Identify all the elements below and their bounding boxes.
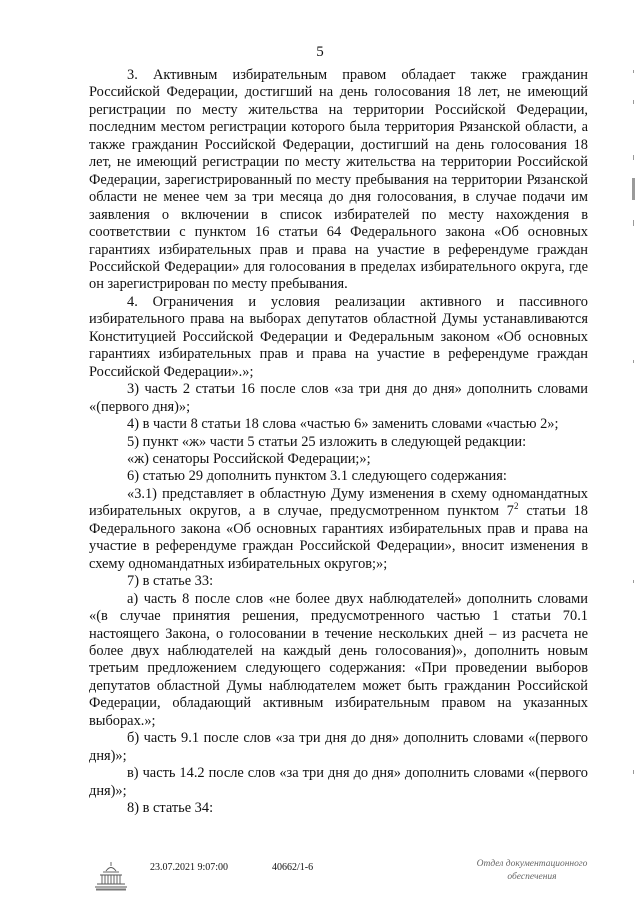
footer-doc-number: 40662/1-6	[272, 862, 314, 873]
paragraph-item-5-text: «ж) сенаторы Российской Федерации;»;	[127, 450, 371, 467]
paragraph-item-3-1-end: статьи 18 Федерального закона «Об основных гарантиях избирательных прав и права на участие в референдуме граждан Российской Федерации», вносит изменения в схему одномандатных избирательных округов;»;	[89, 503, 589, 572]
paragraph-item-3: 3) часть 2 статьи 16 после слов «за три дня до дня» дополнить словами «(первого дня)»;	[89, 381, 588, 415]
footer-department-line1: Отдел документационного	[476, 859, 588, 869]
footer-timestamp: 23.07.2021 9:07:00	[150, 862, 229, 873]
paragraph-item-7a: а) часть 8 после слов «не более двух наблюдателей» дополнить словами «(в случае принятия решения, предусмотренного частью 1 статьи 70.1 настоящего Закона, о голосовании в течение нескольких дней – из расчета не более двух наблюдателей на каждый день голосования)», дополнить новым третьим предложением следующего содержания: «При проведении выборов депутатов областной Думы наблюдателем может быть гражданин Российской Федерации, обладающий активным избирательным правом на указанных выборах.»;	[89, 590, 588, 729]
paragraph-item-4: 4) в части 8 статьи 18 слова «частью 6» заменить словами «частью 2»;	[127, 416, 559, 433]
paragraph-item-7b: б) часть 9.1 после слов «за три дня до дня» дополнить словами «(первого дня)»;	[89, 730, 588, 764]
footer-department-stamp	[452, 858, 612, 884]
paragraph-restrictions: 4. Ограничения и условия реализации активного и пассивного избирательного права на выборах депутатов областной Думы устанавливаются Конституцией Российской Федерации и Федеральным законом «Об основных гарантиях избирательных прав и права на участие в референдуме граждан Российской Федерации».»;	[89, 293, 588, 380]
paragraph-item-6: 6) статью 29 дополнить пунктом 3.1 следующего содержания:	[127, 468, 507, 485]
duma-building-emblem-icon	[92, 860, 130, 892]
paragraph-item-8: 8) в статье 34:	[127, 800, 214, 817]
scan-edge-marks	[632, 60, 636, 820]
page-number: 5	[316, 44, 324, 60]
paragraph-item-3-1	[89, 486, 588, 573]
paragraph-item-7c: в) часть 14.2 после слов «за три дня до дня» дополнить словами «(первого дня)»;	[89, 765, 588, 799]
paragraph-item-5: 5) пункт «ж» части 5 статьи 25 изложить в следующей редакции:	[127, 433, 527, 450]
footer-department-line2: обеспечения	[507, 872, 557, 882]
document-body	[89, 67, 588, 817]
paragraph-item-3-1-superscript: 2	[513, 501, 519, 512]
paragraph-item-7: 7) в статье 33:	[127, 573, 214, 590]
paragraph-item-3-1-start: «3.1) представляет в областную Думу изменения в схему одномандатных избирательных округов, а в случае, предусмотренном пунктом 7	[89, 485, 588, 520]
document-footer	[0, 856, 640, 896]
paragraph-active-suffrage: 3. Активным избирательным правом обладает также гражданин Российской Федерации, достигший на день голосования 18 лет, не имеющий регистрации по месту жительства на территории Российской Федерации, последним местом регистрации которого была территория Рязанской области, а также гражданин Российской Федерации, достигший на день голосования 18 лет, не имеющий регистрации по месту жительства на территории Российской Федерации, зарегистрированный по месту пребывания на территории Рязанской области не менее чем за три месяца до дня голосования, в случае подачи им заявления о включении в список избирателей по месту нахождения в соответствии с пунктом 16 статьи 64 Федерального закона «Об основных гарантиях избирательных прав и права на участие в референдуме граждан Российской Федерации» для голосования в пределах избирательного округа, где он зарегистрирован по месту пребывания.	[89, 67, 588, 293]
